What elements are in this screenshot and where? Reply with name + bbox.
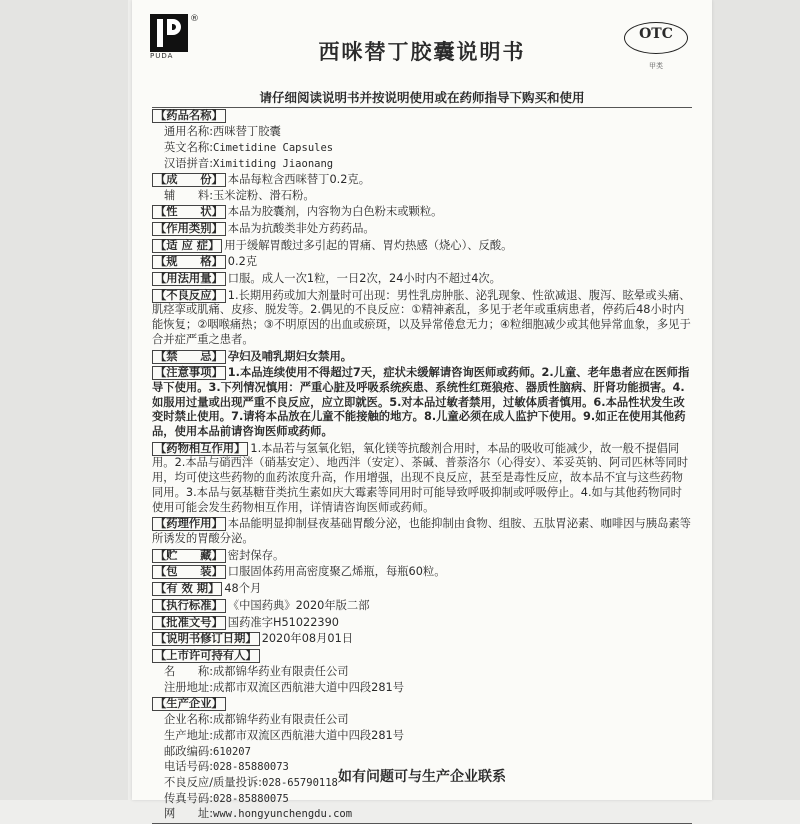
holder-address-row: 注册地址:成都市双流区西航港大道中四段281号 [164,680,405,694]
section-manufacturer-heading: 【生产企业】 [152,696,692,713]
section-holder-heading: 【上市许可持有人】 [152,648,692,665]
background-left [0,0,128,800]
section-storage: 【贮 藏】 密封保存。 [152,548,692,565]
website-row: 网 址:www.hongyunchengdu.com [164,807,353,821]
leaflet-sheet [132,0,712,821]
section-validity: 【有 效 期】 48个月 [152,581,692,598]
section-standard: 【执行标准】 《中国药典》2020年版二部 [152,598,692,615]
holder-name-row: 名 称:成都锦华药业有限责任公司 [164,665,349,679]
section-spec: 【规 格】 0.2克 [152,254,692,271]
section-revision: 【说明书修订日期】 2020年08月01日 [152,631,692,648]
leaflet-content [152,107,692,824]
section-composition: 【成 份】 本品每粒含西咪替丁0.2克。 [152,172,692,189]
background-right [712,0,800,800]
section-properties: 【性 状】 本品为胶囊剂，内容物为白色粉末或颗粒。 [152,204,692,221]
manufacturer-name-row: 企业名称:成都锦华药业有限责任公司 [164,713,349,727]
generic-name-row: 通用名称:西咪替丁胶囊 [164,125,281,139]
section-pharmacology: 【药理作用】 本品能明显抑制昼夜基础胃酸分泌，也能抑制由食物、组胺、五肽胃泌素、咖啡因与胰岛素等所诱发的胃酸分泌。 [152,517,691,545]
divider [152,823,692,824]
phone-row: 电话号码:028-85880073 [164,760,289,774]
logo-registered-mark: ® [190,14,199,24]
section-contraindication: 【禁 忌】 孕妇及哺乳期妇女禁用。 [152,349,692,366]
section-approval: 【批准文号】 国药准字H51022390 [152,615,692,632]
document-title: 西咪替丁胶囊说明书 [318,40,526,64]
otc-label: OTC [639,26,673,42]
usage-notice: 请仔细阅读说明书并按说明使用或在药师指导下购买和使用 [259,90,585,105]
section-precautions: 【注意事项】 1.本品连续使用不得超过7天，症状未缓解请咨询医师或药师。2.儿童、老年患者应在医师指导下使用。3.下列情况慎用：严重心脏及呼吸系统疾患、系统性红斑狼疮、器质性脑病、肝肾功能损害。4.如服用过量或出现严重不良反应，应立即就医。5.对本品过敏者禁用，过敏体质者慎用。6.本品性状发生改变时禁止使用。7.请将本品放在儿童不能接触的地方。8.儿童必须在成人监护下使用。9.如正在使用其他药品，使用本品前请咨询医师或药师。 [152,366,690,439]
excipient-row: 辅 料:玉米淀粉、滑石粉。 [164,189,315,203]
adverse-phone-row: 不良反应/质量投诉:028-65790118 [164,776,338,790]
section-dosage: 【用法用量】 口服。成人一次1粒，一日2次，24小时内不超过4次。 [152,271,692,288]
section-adverse: 【不良反应】 1.长期用药或加大剂量时可出现：男性乳房肿胀、泌乳现象、性欲减退、腹泻、眩晕或头痛、肌痉挛或肌痛、皮疹、脱发等。2.偶见的不良反应：①精神紊乱，多见于老年或重病患者，停药后48小时内能恢复；②咽喉痛热；③不明原因的出血或瘀斑，以及异常倦怠无力；④粒细胞减少或其他异常血象，多见于合并症严重之患者。 [152,288,691,346]
logo-text: PUDA [150,52,174,60]
otc-class-label: 甲类 [649,62,663,70]
section-package: 【包 装】 口服固体药用高密度聚乙烯瓶，每瓶60粒。 [152,564,692,581]
fax-row: 传真号码:028-85880075 [164,791,289,805]
footer-contact-note: 如有问题可与生产企业联系 [338,769,506,785]
section-interactions: 【药物相互作用】 1.本品若与氢氧化铝，氧化镁等抗酸剂合用时，本品的吸收可能减少，故一般不提倡同用。2.本品与硝西泮（硝基安定）、地西泮（安定）、茶碱、普萘洛尔（心得安）、苯妥英钠、阿司匹林等同时用，均可使这些药物的血药浓度升高，作用增强，出现不良反应，甚至是毒性反应，故本品不宜与这些药物同用。3.本品与氨基糖苷类抗生素如庆大霉素等同用时可能导致呼吸抑制或呼吸停止。4.如与其他药物同时使用可能会发生药物相互作用，详情请咨询医师或药师。 [152,441,689,514]
postcode-row: 邮政编码:610207 [164,744,251,758]
section-indication: 【适 应 症】 用于缓解胃酸过多引起的胃痛、胃灼热感（烧心）、反酸。 [152,238,692,255]
english-name-row: 英文名称:Cimetidine Capsules [164,140,334,154]
section-name-heading: 【药品名称】 [152,108,692,125]
manufacturer-address-row: 生产地址:成都市双流区西航港大道中四段281号 [164,728,405,742]
pinyin-name-row: 汉语拼音:Ximitiding Jiaonang [164,156,334,170]
section-category: 【作用类别】 本品为抗酸类非处方药药品。 [152,221,692,238]
